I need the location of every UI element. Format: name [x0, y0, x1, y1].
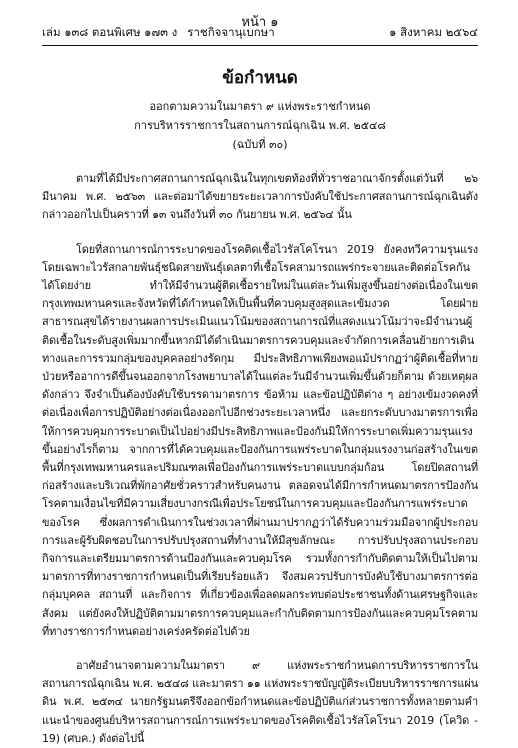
- page-number: หน้า ๑: [241, 15, 279, 30]
- gazette-header: [42, 24, 478, 42]
- publication-date: ๑ สิงหาคม ๒๕๖๔: [389, 25, 478, 39]
- paragraph-2: โดยที่สถานการณ์การระบาดของโรคติดเชื้อไวรัสโคโรนา 2019 ยังคงทวีความรุนแรง โดยเฉพาะไวรัสกลายพันธุ์ชนิดสายพันธุ์เดลตาที่เชื้อโรคสามารถแพร่กระจายและติดต่อโรคกันได้โดยง่าย ทำให้มีจำนวนผู้ติดเชื้อรายใหม่ในแต่ละวันเพิ่มสูงขึ้นอย่างต่อเนื่องในเขตกรุงเทพมหานครและจังหวัดที่ได้กำหนดให้เป็นพื้นที่ควบคุมสูงสุดและเข้มงวด โดยฝ่ายสาธารณสุขได้รายงานผลการประเมินแนวโน้มของสถานการณ์ที่แสดงแนวโน้มว่าจะมีจำนวนผู้ติดเชื้อในระดับสูงเพิ่มมากขึ้นหากมิได้ดำเนินมาตรการควบคุมและจำกัดการเคลื่อนย้ายการเดินทางและการรวมกลุ่มของบุคคลอย่างรัดกุม มีประสิทธิภาพเพียงพอแม้ปรากฏว่าผู้ติดเชื้อที่หายป่วยหรืออาการดีขึ้นจนออกจากโรงพยาบาลได้ในแต่ละวันมีจำนวนเพิ่มขึ้นด้วยก็ตาม ด้วยเหตุผลดังกล่าว จึงจำเป็นต้องบังคับใช้บรรดามาตรการ ข้อห้าม และข้อปฏิบัติต่าง ๆ อย่างเข้มงวดคงที่ต่อเนื่องเพื่อการปฏิบัติอย่างต่อเนื่องออกไปอีกช่วงระยะเวลาหนึ่ง และยกระดับบางมาตรการเพื่อให้การควบคุมการระบาดเป็นไปอย่างมีประสิทธิภาพและป้องกันมิให้การระบาดเพิ่มความรุนแรงขึ้นอย่างไรก็ตาม จากการที่ได้ควบคุมและป้องกันการแพร่ระบาดในกลุ่มแรงงานก่อสร้างในเขตพื้นที่กรุงเทพมหานครและปริมณฑลเพื่อป้องกันการแพร่ระบาดแบบกลุ่มก้อน โดยปิดสถานที่ก่อสร้างและบริเวณที่พักอาศัยชั่วคราวสำหรับคนงาน ตลอดจนได้มีการกำหนดมาตรการป้องกันโรคตามเงื่อนไขที่มีความเสี่ยงบางกรณีเพื่อประโยชน์ในการควบคุมและป้องกันการแพร่ระบาดของโรค ซึ่งผลการดำเนินการในช่วงเวลาที่ผ่านมาปรากฏว่าได้รับความร่วมมือจากผู้ประกอบการและผู้รับผิดชอบในการปรับปรุงสถานที่ทำงานให้มีสุขลักษณะ การปรับปรุงสถานประกอบกิจการและเตรียมมาตรการด้านป้องกันและควบคุมโรค รวมทั้งการกำกับติดตามให้เป็นไปตามมาตรการที่ทางราชการกำหนดเป็นที่เรียบร้อยแล้ว จึงสมควรปรับการบังคับใช้บางมาตรการต่อกลุ่มบุคคล สถานที่ และกิจการ ที่เกี่ยวข้องเพื่อลดผลกระทบต่อประชาชนทั้งด้านเศรษฐกิจและสังคม แต่ยังคงให้ปฏิบัติตามมาตรการควบคุมและกำกับติดตามการป้องกันและควบคุมโรคตามที่ทางราชการกำหนดอย่างเคร่งครัดต่อไปด้วย: [42, 242, 478, 638]
- act-name-line: การบริหารราชการในสถานการณ์ฉุกเฉิน พ.ศ. ๒๕๔๘: [134, 119, 386, 132]
- volume-issue: เล่ม ๑๓๘ ตอนพิเศษ ๑๗๓ ง: [42, 25, 178, 39]
- header-rule: [42, 45, 478, 46]
- document-body: [42, 170, 478, 748]
- paragraph-3: อาศัยอำนาจตามความในมาตรา ๙ แห่งพระราชกำหนดการบริหารราชการในสถานการณ์ฉุกเฉิน พ.ศ. ๒๕๔๘ และมาตรา ๑๑ แห่งพระราชบัญญัติระเบียบบริหารราชการแผ่นดิน พ.ศ. ๒๕๓๔ นายกรัฐมนตรีจึงออกข้อกำหนดและข้อปฏิบัติแก่ส่วนราชการทั้งหลายตามคำแนะนำของศูนย์บริหารสถานการณ์การแพร่ระบาดของโรคติดเชื้อไวรัสโคโรนา 2019 (โควิด - 19) (ศบค.) ดังต่อไปนี้: [42, 659, 478, 745]
- edition-line: (ฉบับที่ ๓๐): [232, 138, 288, 151]
- title-block: [42, 64, 478, 154]
- paragraph-1: ตามที่ได้มีประกาศสถานการณ์ฉุกเฉินในทุกเขตท้องที่ทั่วราชอาณาจักรตั้งแต่วันที่ ๒๖ มีนาคม พ.ศ. ๒๕๖๓ และต่อมาได้ขยายระยะเวลาการบังคับใช้ประกาศสถานการณ์ฉุกเฉินดังกล่าวออกไปเป็นคราวที่ ๑๓ จนถึงวันที่ ๓๐ กันยายน พ.ศ. ๒๕๖๔ นั้น: [42, 172, 478, 222]
- issued-under-line: ออกตามความในมาตรา ๙ แห่งพระราชกำหนด: [149, 100, 371, 113]
- gazette-name: ราชกิจจานุเบกษา: [187, 25, 275, 39]
- document-title: ข้อกำหนด: [222, 68, 298, 88]
